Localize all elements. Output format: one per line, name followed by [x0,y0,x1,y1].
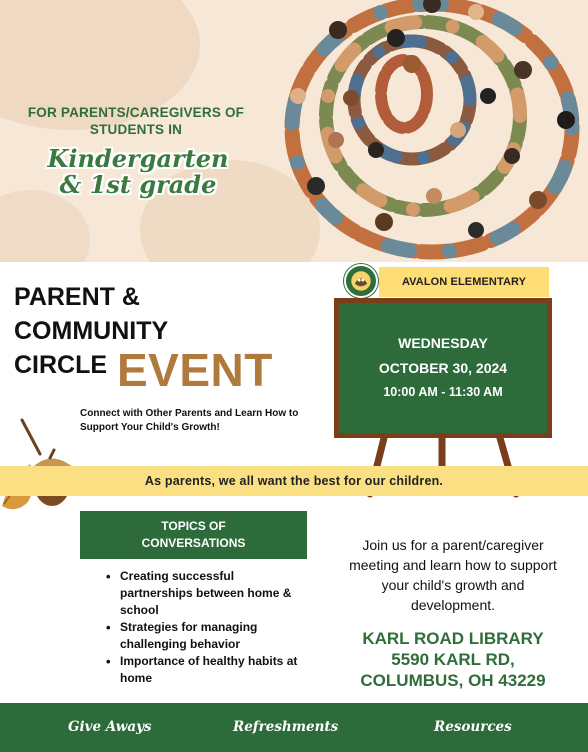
people-circle-illustration [276,0,588,262]
topics-header-line-1: TOPICS OF [161,519,226,533]
topic-item: • Creating successful partnerships between home & school [106,568,306,619]
chalkboard [334,298,552,438]
footer-item-resources: Resources [434,719,512,735]
venue-name: KARL ROAD LIBRARY [362,629,544,648]
tagline-strip: As parents, we all want the best for our children. [0,466,588,496]
event-title-line-1: PARENT & [14,283,140,311]
grades-line-1: Kindergarten [47,144,229,173]
audience-text: FOR PARENTS/CAREGIVERS OF STUDENTS IN [27,105,245,137]
hero-decor-blob [0,190,90,262]
venue-address [330,628,576,691]
hero-banner [0,0,588,262]
invitation-text: Join us for a parent/caregiver meeting and learn how to support your child's growth and development. [349,537,557,613]
school-mascot-badge [344,264,378,298]
event-date: OCTOBER 30, 2024 [378,360,508,376]
topics-header-line-2: CONVERSATIONS [141,536,246,550]
event-title-emphasis: EVENT [117,344,273,396]
event-time: 10:00 AM - 11:30 AM [383,385,503,399]
footer-bar [0,703,588,752]
topic-item: • Importance of healthy habits at home [106,653,306,687]
footer-item-refreshments: Refreshments [233,719,339,735]
footer-item-give-aways: Give Aways [68,719,152,735]
event-tagline: Connect with Other Parents and Learn How to Support Your Child's Growth! [80,408,299,433]
event-day: WEDNESDAY [398,335,488,351]
venue-city: COLUMBUS, OH 43229 [360,671,546,690]
topics-header [80,511,307,559]
event-title-line-3: CIRCLE [14,351,108,379]
event-title-line-2: COMMUNITY [14,317,169,345]
venue-street: 5590 KARL RD, [391,650,515,669]
topic-item: • Strategies for managing challenging behavior [106,619,306,653]
grades-heading [18,146,258,198]
topics-list [106,568,306,687]
grades-line-2: & 1st grade [59,170,217,199]
school-name-banner: AVALON ELEMENTARY [379,267,549,297]
